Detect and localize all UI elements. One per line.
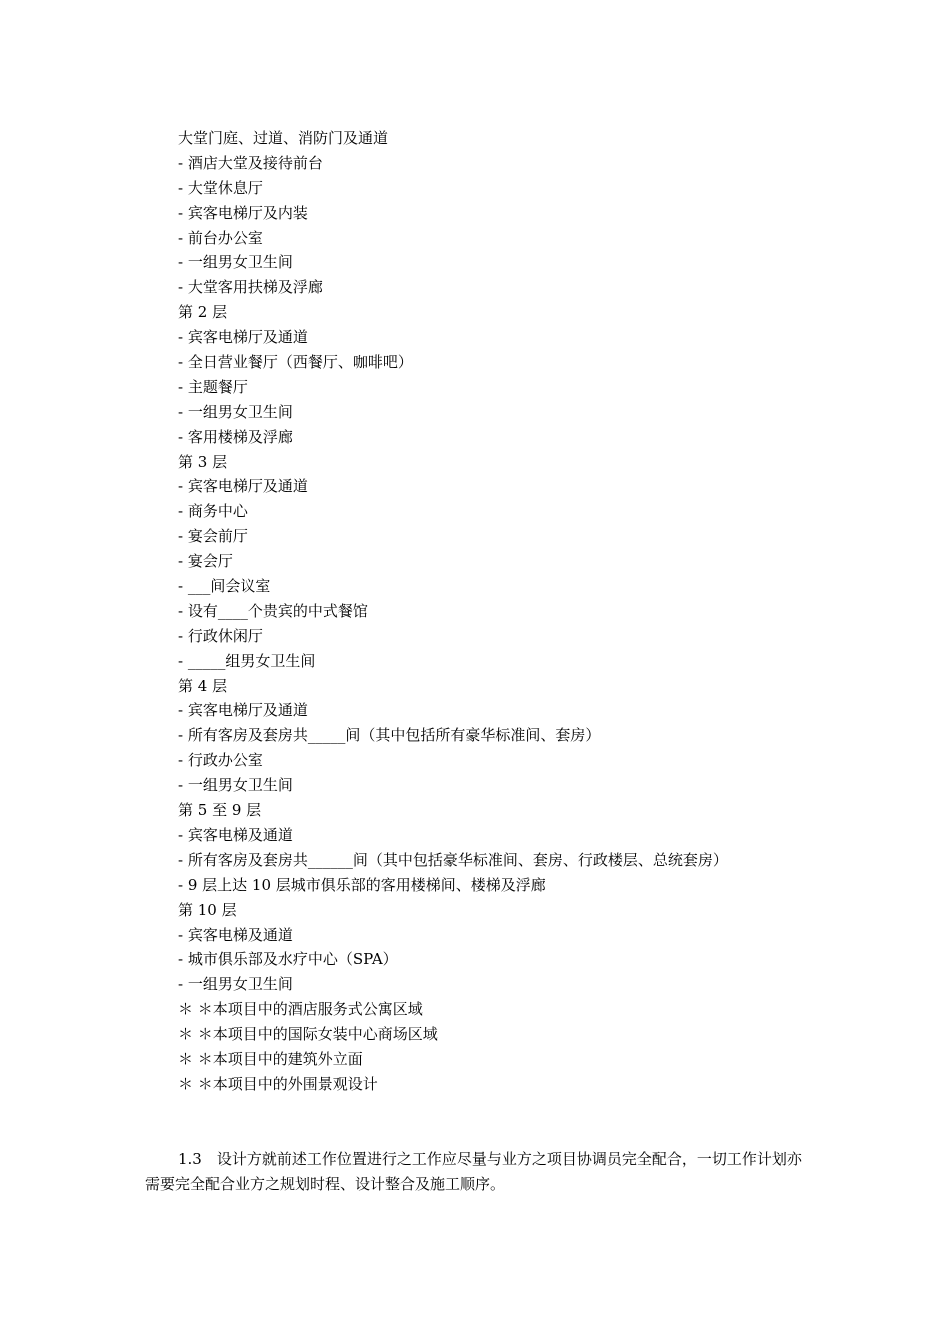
- list-line: - 宴会厅: [178, 552, 233, 571]
- list-line: - 一组男女卫生间: [178, 402, 293, 421]
- list-line: - 主题餐厅: [178, 377, 248, 396]
- starred-line: ＊ ＊本项目中的外围景观设计: [178, 1074, 378, 1093]
- list-line: - 城市俱乐部及水疗中心（SPA）: [178, 950, 398, 969]
- list-line: - 所有客房及套房共______间（其中包括豪华标准间、套房、行政楼层、总统套房）: [178, 850, 728, 869]
- list-line: - 宴会前厅: [178, 527, 248, 546]
- clause-paragraph: 1.3 设计方就前述工作位置进行之工作应尽量与业方之项目协调员完全配合，一切工作计划亦需要完全配合业方之规划时程、设计整合及施工顺序。: [145, 1150, 802, 1193]
- starred-line: ＊ ＊本项目中的酒店服务式公寓区域: [178, 1000, 423, 1019]
- list-line: - 酒店大堂及接待前台: [178, 153, 323, 172]
- floor-heading: 第 5 至 9 层: [178, 801, 262, 820]
- list-line: - 宾客电梯厅及通道: [178, 701, 308, 720]
- starred-line: ＊ ＊本项目中的国际女装中心商场区域: [178, 1025, 438, 1044]
- list-line: - 一组男女卫生间: [178, 253, 293, 272]
- list-line: - 全日营业餐厅（西餐厅、咖啡吧）: [178, 353, 413, 372]
- list-line: - 所有客房及套房共_____间（其中包括所有豪华标准间、套房）: [178, 726, 601, 745]
- list-line: 大堂门庭、过道、消防门及通道: [178, 129, 389, 147]
- list-line: - 大堂客用扶梯及浮廊: [178, 278, 323, 297]
- list-line: - 设有____个贵宾的中式餐馆: [178, 601, 368, 620]
- floor-heading: 第 10 层: [178, 900, 237, 919]
- starred-line: ＊ ＊本项目中的建筑外立面: [178, 1049, 363, 1068]
- scope-list: [178, 126, 818, 1097]
- list-line: - 商务中心: [178, 502, 248, 521]
- list-line: - ___间会议室: [178, 577, 271, 596]
- list-line: - 宾客电梯厅及通道: [178, 477, 308, 496]
- list-line: - 一组男女卫生间: [178, 776, 293, 795]
- list-line: - 行政休闲厅: [178, 626, 263, 645]
- list-line: - 宾客电梯及通道: [178, 825, 293, 844]
- list-line: - _____组男女卫生间: [178, 651, 316, 670]
- list-line: - 宾客电梯厅及通道: [178, 328, 308, 347]
- list-line: - 9 层上达 10 层城市俱乐部的客用楼梯间、楼梯及浮廊: [178, 875, 546, 894]
- list-line: - 宾客电梯厅及内装: [178, 203, 308, 222]
- list-line: - 一组男女卫生间: [178, 975, 293, 994]
- floor-heading: 第 3 层: [178, 452, 228, 471]
- floor-heading: 第 2 层: [178, 303, 228, 322]
- list-line: - 行政办公室: [178, 751, 263, 770]
- list-line: - 宾客电梯及通道: [178, 925, 293, 944]
- list-line: - 前台办公室: [178, 228, 263, 247]
- list-line: - 客用楼梯及浮廊: [178, 427, 293, 446]
- list-line: - 大堂休息厅: [178, 178, 263, 197]
- floor-heading: 第 4 层: [178, 676, 228, 695]
